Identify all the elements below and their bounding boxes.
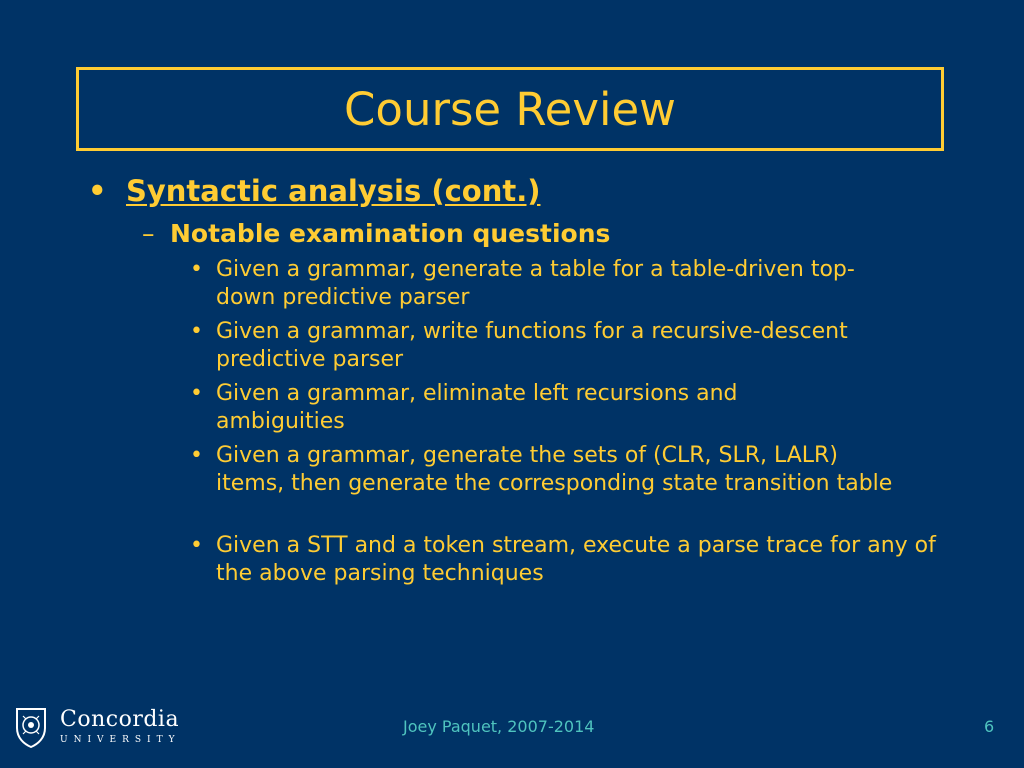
dash-icon: – xyxy=(142,219,155,248)
list-item-text: Given a grammar, generate a table for a table-driven top-down predictive parser xyxy=(216,257,855,310)
list-item-text: Given a grammar, write functions for a recursive-descent predictive parser xyxy=(216,319,848,372)
logo-name: Concordia xyxy=(60,707,180,732)
list-item xyxy=(190,442,940,498)
concordia-logo xyxy=(14,706,181,748)
bullet-icon: • xyxy=(190,319,203,344)
slide-title: Course Review xyxy=(344,82,676,136)
list-item xyxy=(190,256,940,312)
concordia-crest-icon xyxy=(14,706,48,748)
list-item xyxy=(190,380,940,436)
bullet-icon: • xyxy=(190,443,203,468)
bullet-level2 xyxy=(142,219,610,248)
bullet-icon: • xyxy=(190,257,203,282)
list-item xyxy=(190,318,940,374)
list-item-text: Given a grammar, generate the sets of (CLR, SLR, LALR) items, then generate the corresponding state transition table xyxy=(216,443,893,496)
logo-subtitle: UNIVERSITY xyxy=(60,735,181,745)
list-item-text: Given a grammar, eliminate left recursions and ambiguities xyxy=(216,381,738,434)
list-item-text: Given a STT and a token stream, execute a parse trace for any of the above parsing techniques xyxy=(216,533,936,586)
bullet-icon: • xyxy=(190,533,203,558)
bullet-icon: • xyxy=(190,381,203,406)
bullet-level1 xyxy=(88,174,540,208)
bullet-icon: • xyxy=(88,174,107,208)
level2-text: Notable examination questions xyxy=(170,219,611,248)
list-item xyxy=(190,532,940,588)
level1-text: Syntactic analysis (cont.) xyxy=(126,174,541,208)
footer-author: Joey Paquet, 2007-2014 xyxy=(403,717,595,736)
page-number: 6 xyxy=(984,717,995,736)
